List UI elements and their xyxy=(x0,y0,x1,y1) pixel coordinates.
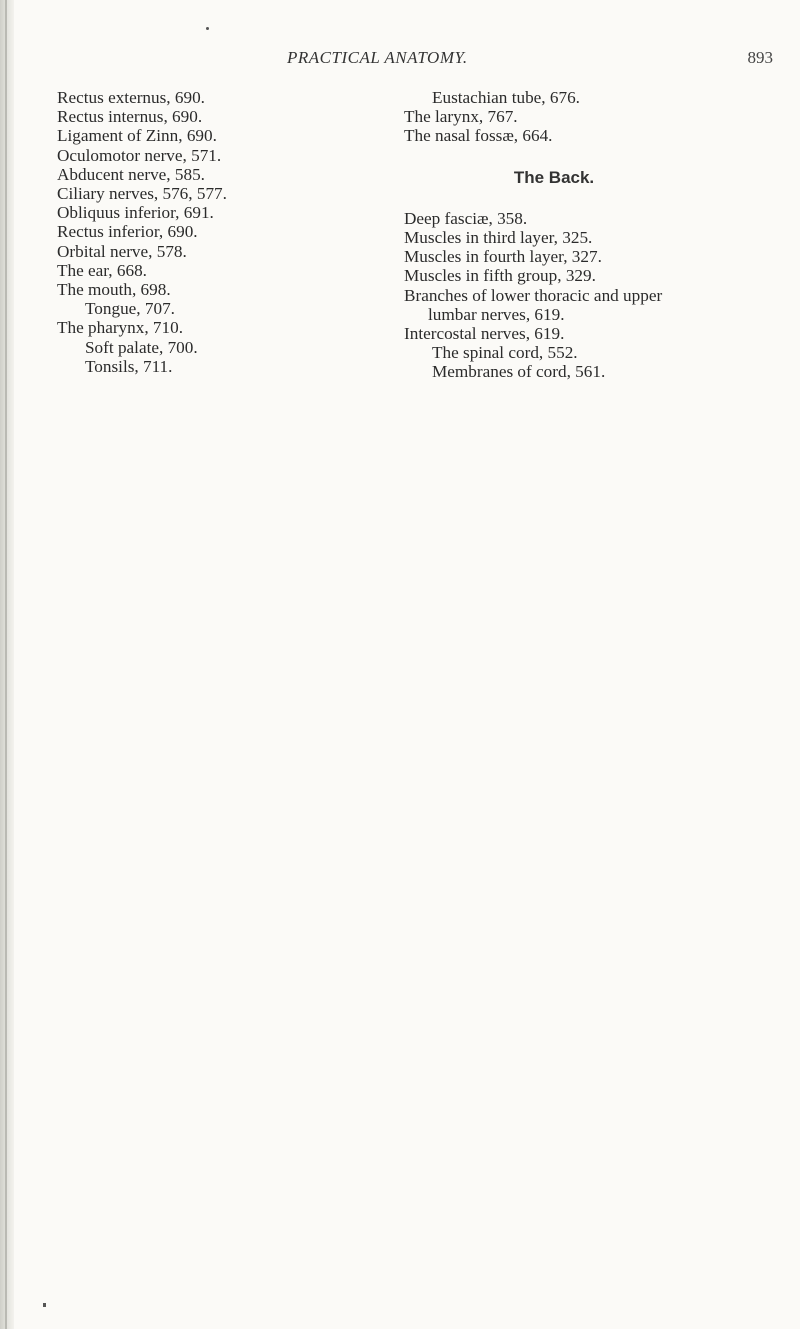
binding-line xyxy=(5,0,7,1329)
index-entry: Ciliary nerves, 576, 577. xyxy=(57,184,227,204)
index-entry: Rectus internus, 690. xyxy=(57,107,203,127)
index-entry: Membranes of cord, 561. xyxy=(432,362,606,382)
index-entry: Tongue, 707. xyxy=(85,299,175,319)
index-entry: Oculomotor nerve, 571. xyxy=(57,145,222,165)
index-entry: Rectus inferior, 690. xyxy=(57,222,198,242)
index-entry: Muscles in fifth group, 329. xyxy=(404,266,596,286)
index-entry: The nasal fossæ, 664. xyxy=(404,126,553,146)
index-entry: Ligament of Zinn, 690. xyxy=(57,126,217,146)
index-entry: The spinal cord, 552. xyxy=(432,343,578,363)
index-entry: Tonsils, 711. xyxy=(85,356,173,376)
index-entry: Abducent nerve, 585. xyxy=(57,164,205,184)
index-entry: lumbar nerves, 619. xyxy=(428,304,565,324)
section-heading-the-back: The Back. xyxy=(513,167,595,187)
page-header xyxy=(0,48,800,72)
index-entry: Intercostal nerves, 619. xyxy=(404,324,565,344)
index-entry: The pharynx, 710. xyxy=(57,318,184,338)
index-entry: Branches of lower thoracic and upper xyxy=(404,285,663,305)
page-number: 893 xyxy=(747,48,773,67)
binding-edge xyxy=(0,0,14,1329)
index-entry: Orbital nerve, 578. xyxy=(57,241,187,261)
index-entry: Obliquus inferior, 691. xyxy=(57,203,214,223)
index-column-left xyxy=(57,88,287,376)
right-column-back-entries xyxy=(404,209,784,382)
right-column-top-entries xyxy=(404,88,784,146)
index-entry: Eustachian tube, 676. xyxy=(432,88,580,107)
index-entry: The mouth, 698. xyxy=(57,280,171,300)
index-column-right xyxy=(404,88,784,382)
ink-speck xyxy=(43,1303,46,1307)
index-entry: The ear, 668. xyxy=(57,260,147,280)
index-entry: Soft palate, 700. xyxy=(85,337,198,357)
index-entry: The larynx, 767. xyxy=(404,107,518,127)
ink-speck xyxy=(206,27,209,30)
index-entry: Rectus externus, 690. xyxy=(57,88,205,107)
index-entry: Muscles in third layer, 325. xyxy=(404,228,593,248)
running-title: PRACTICAL ANATOMY. xyxy=(287,48,468,67)
index-entry: Muscles in fourth layer, 327. xyxy=(404,247,602,267)
index-entry: Deep fasciæ, 358. xyxy=(404,208,528,228)
